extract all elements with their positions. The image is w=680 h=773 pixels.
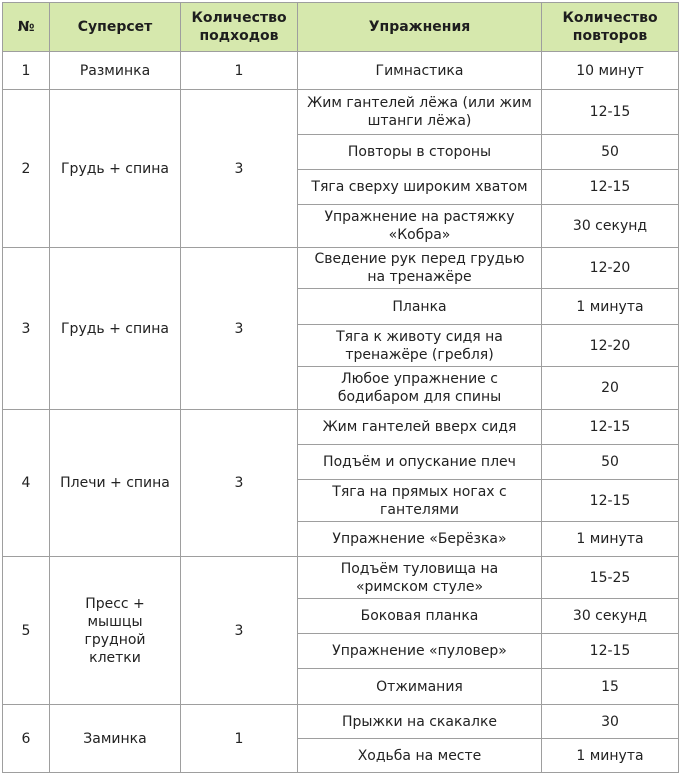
- exercise-name: Гимнастика: [298, 52, 542, 90]
- reps-value: 15: [542, 669, 679, 705]
- exercise-name: Жим гантелей лёжа (или жим штанги лёжа): [298, 90, 542, 135]
- reps-value: 1 минута: [542, 289, 679, 325]
- exercise-name: Повторы в стороны: [298, 135, 542, 170]
- group-number: 6: [3, 705, 50, 773]
- header-num: №: [3, 3, 50, 52]
- sets-count: 3: [181, 410, 298, 557]
- reps-value: 15-25: [542, 557, 679, 599]
- reps-value: 12-15: [542, 90, 679, 135]
- exercise-name: Любое упражнение с бодибаром для спины: [298, 367, 542, 410]
- exercise-name: Отжимания: [298, 669, 542, 705]
- reps-value: 12-15: [542, 480, 679, 522]
- workout-table: [2, 2, 679, 773]
- reps-value: 1 минута: [542, 522, 679, 557]
- exercise-name: Тяга сверху широким хватом: [298, 170, 542, 205]
- exercise-name: Боковая планка: [298, 599, 542, 634]
- table-row: [3, 90, 679, 135]
- exercise-name: Упражнение на растяжку «Кобра»: [298, 205, 542, 248]
- sets-count: 3: [181, 557, 298, 705]
- reps-value: 50: [542, 445, 679, 480]
- exercise-name: Ходьба на месте: [298, 739, 542, 773]
- exercise-name: Подъём туловища на «римском стуле»: [298, 557, 542, 599]
- reps-value: 12-15: [542, 410, 679, 445]
- superset-name: Заминка: [50, 705, 181, 773]
- group-number: 3: [3, 248, 50, 410]
- exercise-name: Прыжки на скакалке: [298, 705, 542, 739]
- group-number: 2: [3, 90, 50, 248]
- exercise-name: Упражнение «пуловер»: [298, 634, 542, 669]
- reps-value: 12-15: [542, 634, 679, 669]
- table-row: [3, 705, 679, 739]
- sets-count: 3: [181, 90, 298, 248]
- exercise-name: Жим гантелей вверх сидя: [298, 410, 542, 445]
- reps-value: 20: [542, 367, 679, 410]
- superset-name: Грудь + спина: [50, 248, 181, 410]
- table-row: [3, 410, 679, 445]
- sets-count: 3: [181, 248, 298, 410]
- group-number: 5: [3, 557, 50, 705]
- table-row: [3, 248, 679, 289]
- header-reps: Количество повторов: [542, 3, 679, 52]
- superset-name: Плечи + спина: [50, 410, 181, 557]
- table-row: [3, 52, 679, 90]
- reps-value: 50: [542, 135, 679, 170]
- superset-name: Грудь + спина: [50, 90, 181, 248]
- group-number: 1: [3, 52, 50, 90]
- exercise-name: Планка: [298, 289, 542, 325]
- reps-value: 12-20: [542, 248, 679, 289]
- sets-count: 1: [181, 52, 298, 90]
- header-sets: Количество подходов: [181, 3, 298, 52]
- reps-value: 1 минута: [542, 739, 679, 773]
- group-number: 4: [3, 410, 50, 557]
- table-row: [3, 557, 679, 599]
- exercise-name: Упражнение «Берёзка»: [298, 522, 542, 557]
- exercise-name: Тяга к животу сидя на тренажёре (гребля): [298, 325, 542, 367]
- reps-value: 30 секунд: [542, 205, 679, 248]
- header-exercises: Упражнения: [298, 3, 542, 52]
- superset-name: Пресс + мышцы грудной клетки: [50, 557, 181, 705]
- exercise-name: Сведение рук перед грудью на тренажёре: [298, 248, 542, 289]
- reps-value: 12-20: [542, 325, 679, 367]
- superset-name: Разминка: [50, 52, 181, 90]
- reps-value: 30 секунд: [542, 599, 679, 634]
- exercise-name: Подъём и опускание плеч: [298, 445, 542, 480]
- reps-value: 30: [542, 705, 679, 739]
- reps-value: 10 минут: [542, 52, 679, 90]
- exercise-name: Тяга на прямых ногах с гантелями: [298, 480, 542, 522]
- sets-count: 1: [181, 705, 298, 773]
- header-row: [3, 3, 679, 52]
- header-superset: Суперсет: [50, 3, 181, 52]
- reps-value: 12-15: [542, 170, 679, 205]
